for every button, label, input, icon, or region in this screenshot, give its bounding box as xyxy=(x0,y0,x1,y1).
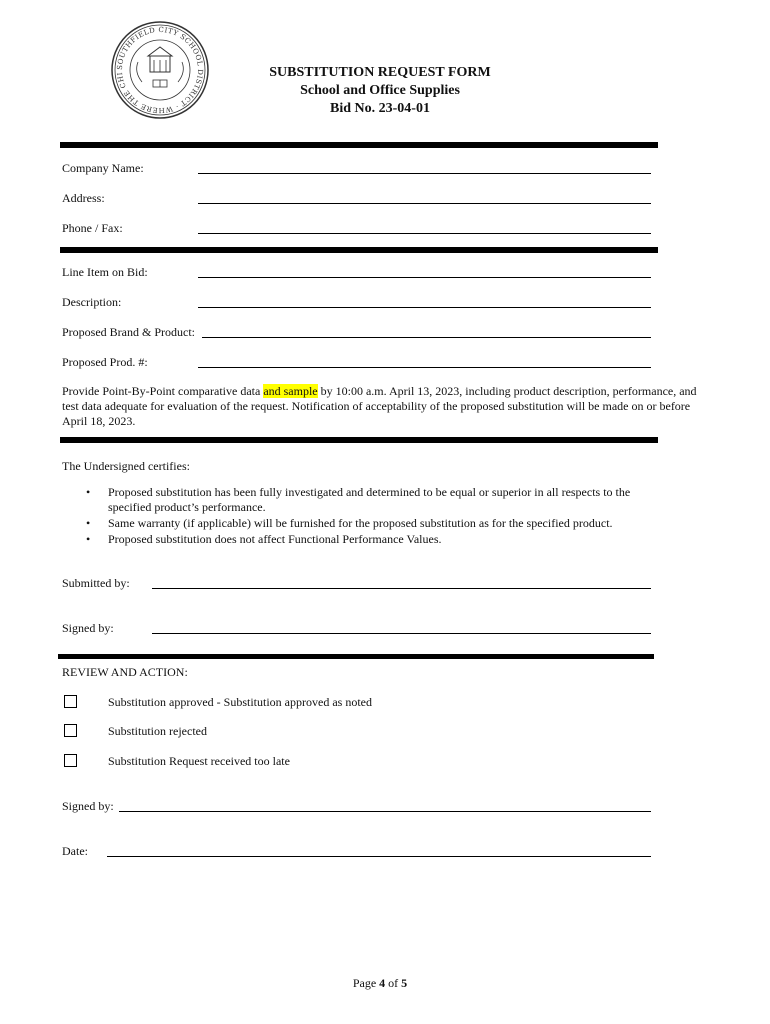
date-label: Date: xyxy=(62,844,88,858)
phone-fax-field[interactable] xyxy=(198,233,651,234)
district-seal xyxy=(110,20,210,120)
page-number xyxy=(0,976,760,991)
list-item: • Proposed substitution does not affect Functional Performance Values. xyxy=(62,532,662,547)
company-name-field[interactable] xyxy=(198,173,651,174)
approved-checkbox[interactable] xyxy=(64,695,77,708)
form-header xyxy=(200,64,560,118)
line-item-label: Line Item on Bid: xyxy=(62,265,148,279)
review-signed-by-label: Signed by: xyxy=(62,799,114,813)
line-item-field[interactable] xyxy=(198,277,651,278)
certify-heading: The Undersigned certifies: xyxy=(62,459,190,473)
total-pages: 5 xyxy=(401,976,408,990)
description-field[interactable] xyxy=(198,307,651,308)
address-field[interactable] xyxy=(198,203,651,204)
signed-by-label: Signed by: xyxy=(62,621,114,635)
phone-fax-label: Phone / Fax: xyxy=(62,221,123,235)
signed-by-field[interactable] xyxy=(152,633,651,634)
form-title: SUBSTITUTION REQUEST FORM xyxy=(269,65,491,80)
page-word: Page xyxy=(352,976,377,990)
brand-product-label: Proposed Brand & Product: xyxy=(62,325,195,339)
instructions-text-end: by 10:00 a.m. April 13, 2023, including product description, performance, and test data adequate for evaluation of the request. Notification of acceptability of the proposed substitution will be made on or before April 18, 2023. xyxy=(62,384,697,428)
instructions-paragraph xyxy=(62,384,702,429)
review-heading: REVIEW AND ACTION: xyxy=(62,665,188,679)
address-label: Address: xyxy=(62,191,105,205)
rejected-label: Substitution rejected xyxy=(108,724,207,738)
brand-product-field[interactable] xyxy=(202,337,651,338)
section-divider xyxy=(60,437,658,443)
submitted-by-field[interactable] xyxy=(152,588,651,589)
form-subtitle: School and Office Supplies xyxy=(300,83,460,98)
current-page: 4 xyxy=(379,976,386,990)
rejected-checkbox[interactable] xyxy=(64,724,77,737)
review-signed-by-field[interactable] xyxy=(119,811,651,812)
section-divider xyxy=(60,142,658,148)
prod-number-label: Proposed Prod. #: xyxy=(62,355,148,369)
company-name-label: Company Name: xyxy=(62,161,144,175)
instructions-text-start: Provide Point-By-Point comparative data xyxy=(62,384,264,398)
too-late-label: Substitution Request received too late xyxy=(108,754,290,768)
list-item: • Same warranty (if applicable) will be furnished for the proposed substitution as for the specified product. xyxy=(62,516,662,531)
section-divider xyxy=(60,247,658,253)
prod-number-field[interactable] xyxy=(198,367,651,368)
description-label: Description: xyxy=(62,295,122,309)
seal-text: SOUTHFIELD CITY SCHOOL DISTRICT · WHERE THE CHI xyxy=(115,25,205,115)
date-field[interactable] xyxy=(107,856,651,857)
submitted-by-label: Submitted by: xyxy=(62,576,130,590)
too-late-checkbox[interactable] xyxy=(64,754,77,767)
highlighted-text: and sample xyxy=(263,384,318,398)
of-word: of xyxy=(388,976,399,990)
certify-list xyxy=(62,485,662,548)
approved-label: Substitution approved - Substitution approved as noted xyxy=(108,695,372,709)
bid-number: Bid No. 23-04-01 xyxy=(330,101,430,116)
section-divider xyxy=(58,654,654,659)
list-item: • Proposed substitution has been fully investigated and determined to be equal or superior in all respects to the specified product’s performance. xyxy=(62,485,662,515)
